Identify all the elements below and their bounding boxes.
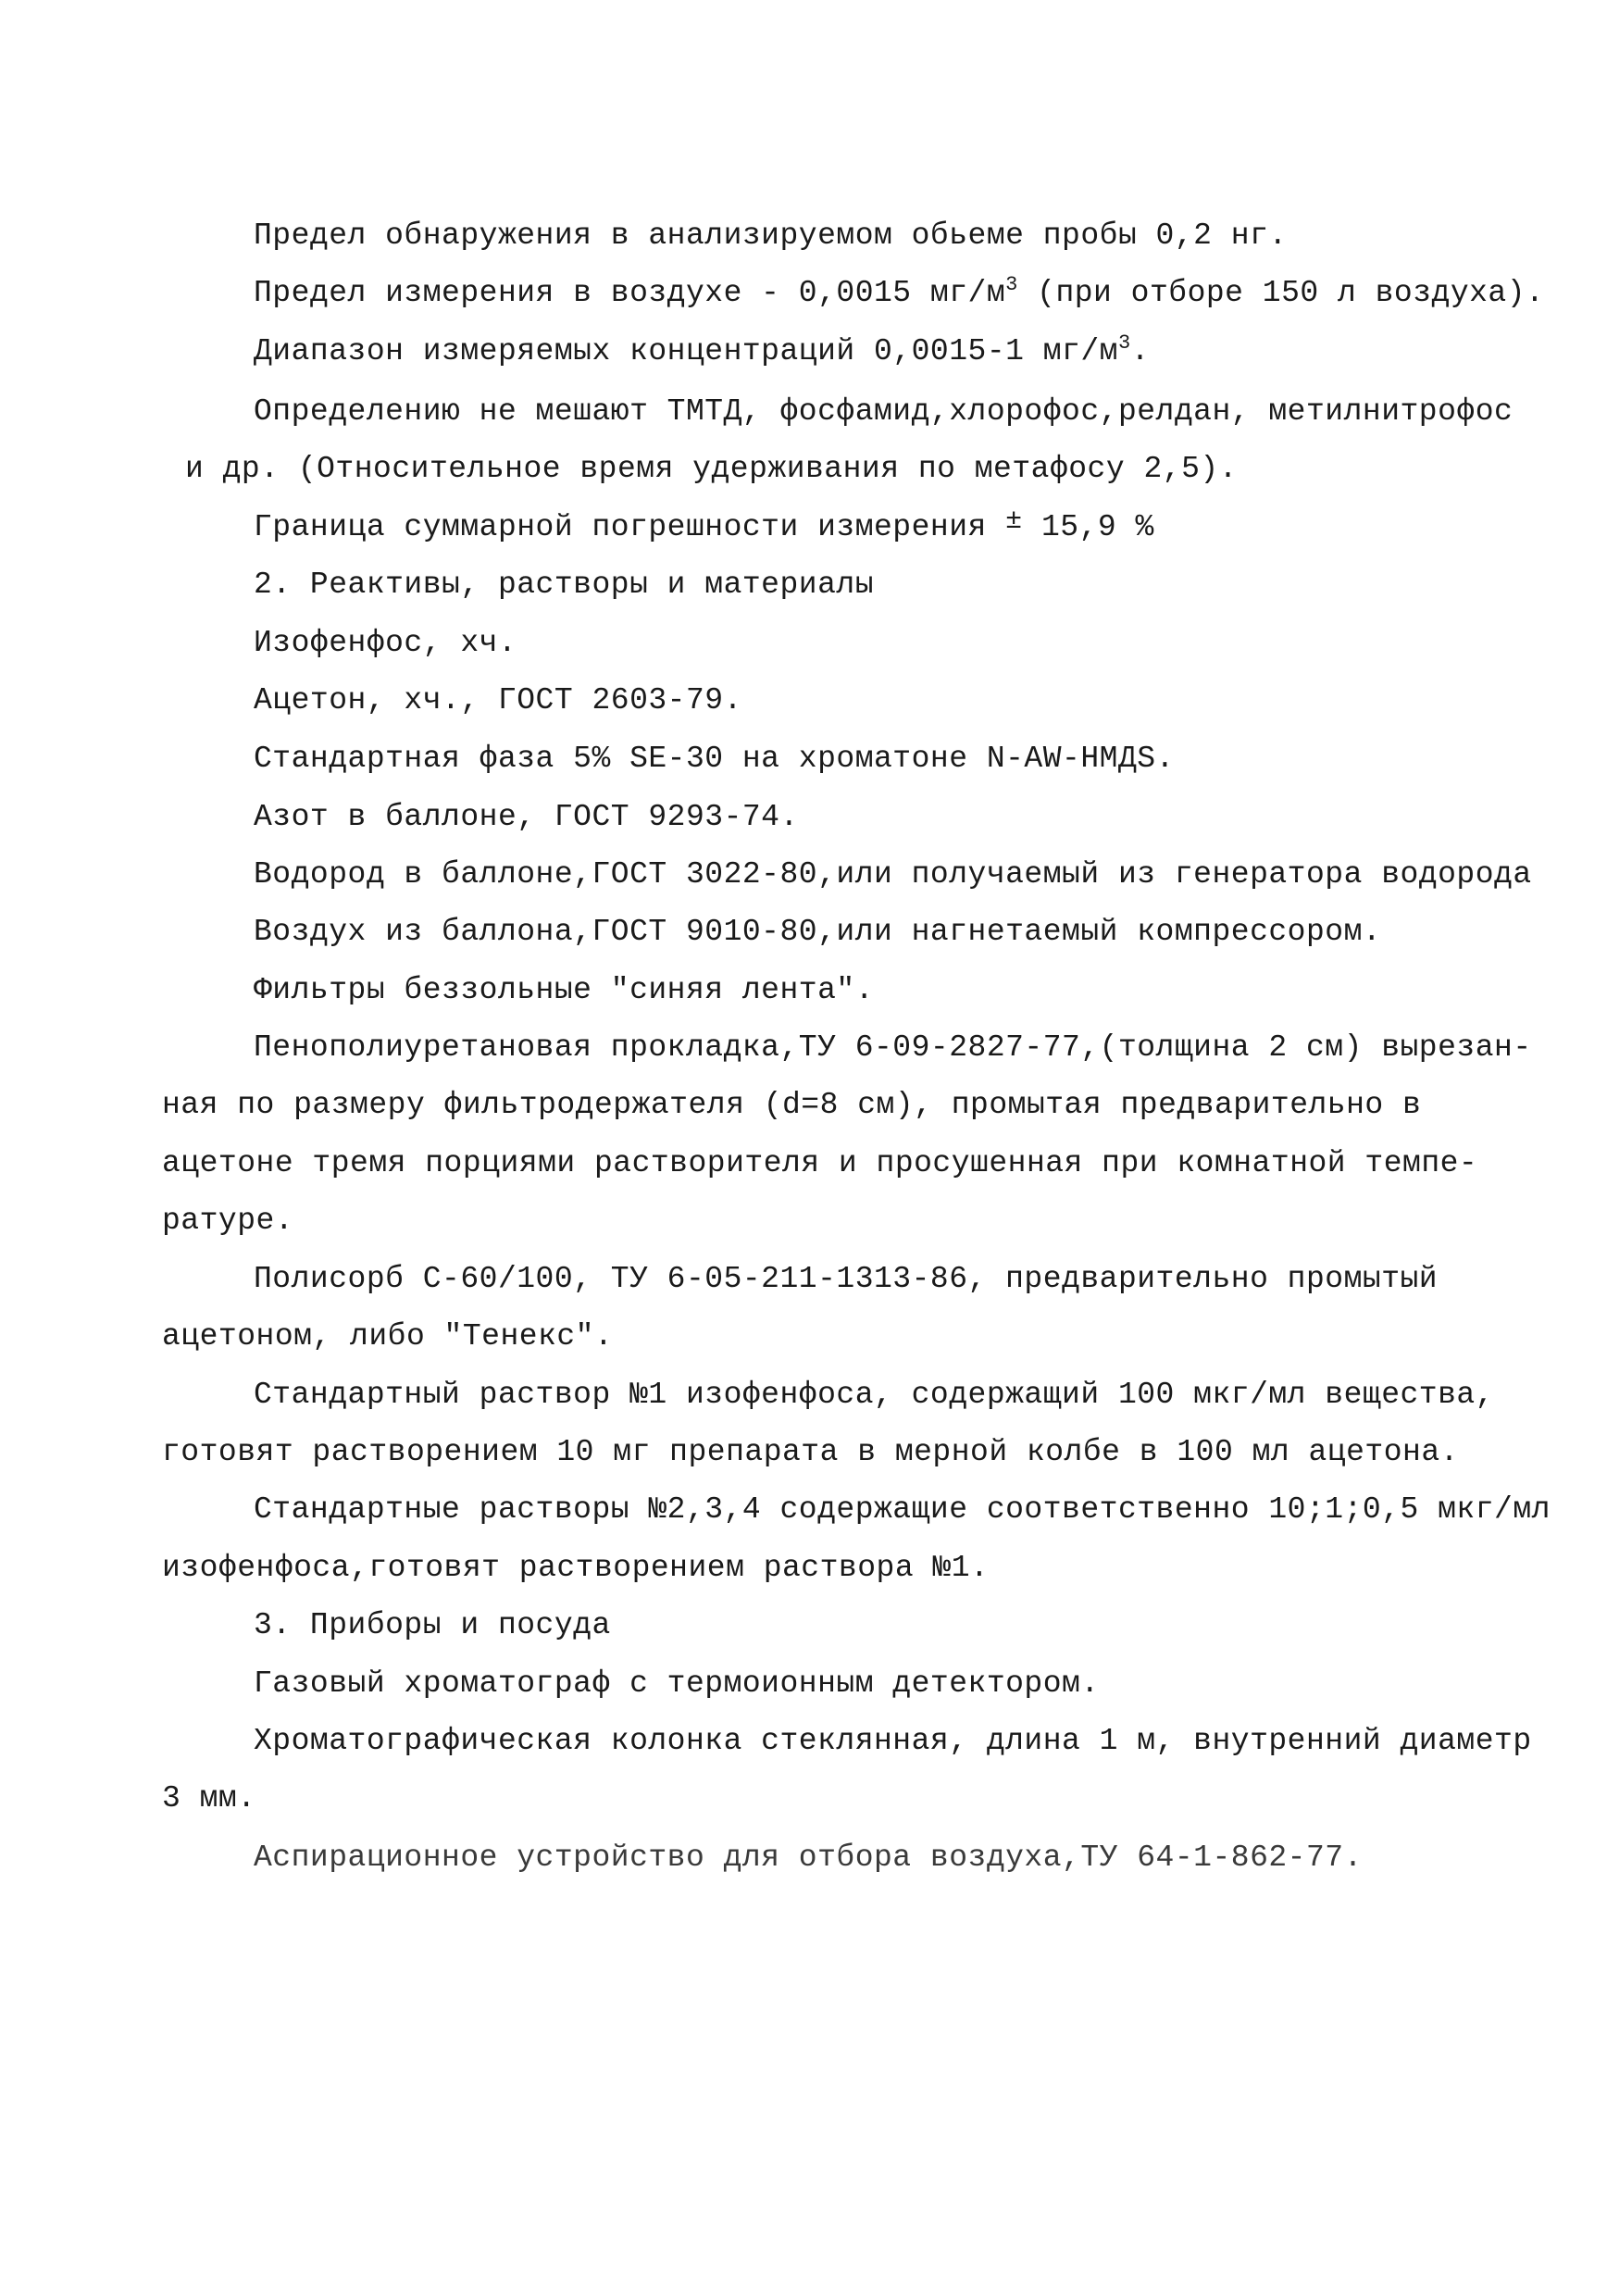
section-3-title: 3. Приборы и посуда [254,1608,611,1642]
reagent-line: Фильтры беззольные "синяя лента". [254,973,875,1007]
error-bound-value: 15,9 % [1022,510,1154,544]
foam-pad-line-1: Пенополиуретановая прокладка,ТУ 6-09-2827-77,(толщина 2 см) вырезан- [254,1030,1532,1065]
section-2-title: 2. Реактивы, растворы и материалы [254,568,875,602]
measure-limit-note: (при отборе 150 л воздуха). [1017,276,1545,310]
standard-solution-1-line-2: готовят растворением 10 мг препарата в мерной колбе в 100 мл ацетона. [162,1435,1459,1469]
polysorb-line-2: ацетоном, либо "Тенекс". [162,1319,614,1354]
measure-limit-text: Предел измерения в воздухе - 0,0015 мг/м [254,276,1006,310]
range-line [254,331,1150,373]
foam-pad-line-2: ная по размеру фильтродержателя (d=8 см), промытая предварительно в [162,1088,1422,1122]
column-line-1: Хроматографическая колонка стеклянная, длина 1 м, внутренний диаметр [254,1724,1532,1758]
reagent-line: Ацетон, хч., ГОСТ 2603-79. [254,683,742,718]
measure-limit-exponent: 3 [1005,273,1018,296]
range-exponent: 3 [1117,331,1131,355]
reagent-line: Азот в баллоне, ГОСТ 9293-74. [254,800,799,834]
error-bound-line [254,505,1154,549]
aspirator-line: Аспирационное устройство для отбора воздуха,ТУ 64-1-862-77. [254,1841,1363,1875]
polysorb-line-1: Полисорб С-60/100, ТУ 6-05-211-1313-86, предварительно промытый [254,1262,1439,1296]
interference-line-2: и др. (Относительное время удерживания по метафосу 2,5). [185,452,1238,486]
standard-solutions-2-4-line-2: изофенфоса,готовят растворением раствора №1. [162,1551,990,1585]
measure-limit-line [254,273,1545,315]
detection-limit-line: Предел обнаружения в анализируемом обьеме пробы 0,2 нг. [254,218,1288,253]
foam-pad-line-4: ратуре. [162,1204,294,1238]
reagent-line: Изофенфос, хч. [254,626,517,660]
plus-minus-sign: ± [1005,505,1023,537]
interference-line-1: Определению не мешают ТМТД, фосфамид,хлорофос,релдан, метилнитрофос [254,394,1514,429]
standard-solutions-2-4-line-1: Стандартные растворы №2,3,4 содержащие соответственно 10;1;0,5 мкг/мл [254,1492,1551,1527]
reagent-line: Воздух из баллона,ГОСТ 9010-80,или нагнетаемый компрессором. [254,915,1382,949]
reagent-line: Стандартная фаза 5% SE-30 на хроматоне N-AW-HMДS. [254,742,1175,776]
range-text: Диапазон измеряемых концентраций 0,0015-1 мг/м [254,334,1118,368]
column-line-2: 3 мм. [162,1781,256,1816]
foam-pad-line-3: ацетоне тремя порциями растворителя и просушенная при комнатной темпе- [162,1146,1478,1180]
range-end: . [1130,334,1150,368]
error-bound-text: Граница суммарной погрешности измерения [254,510,1006,544]
standard-solution-1-line-1: Стандартный раствор №1 изофенфоса, содержащий 100 мкг/мл вещества, [254,1378,1495,1412]
chromatograph-line: Газовый хроматограф с термоионным детектором. [254,1666,1100,1701]
reagent-line: Водород в баллоне,ГОСТ 3022-80,или получаемый из генератора водорода [254,857,1532,892]
